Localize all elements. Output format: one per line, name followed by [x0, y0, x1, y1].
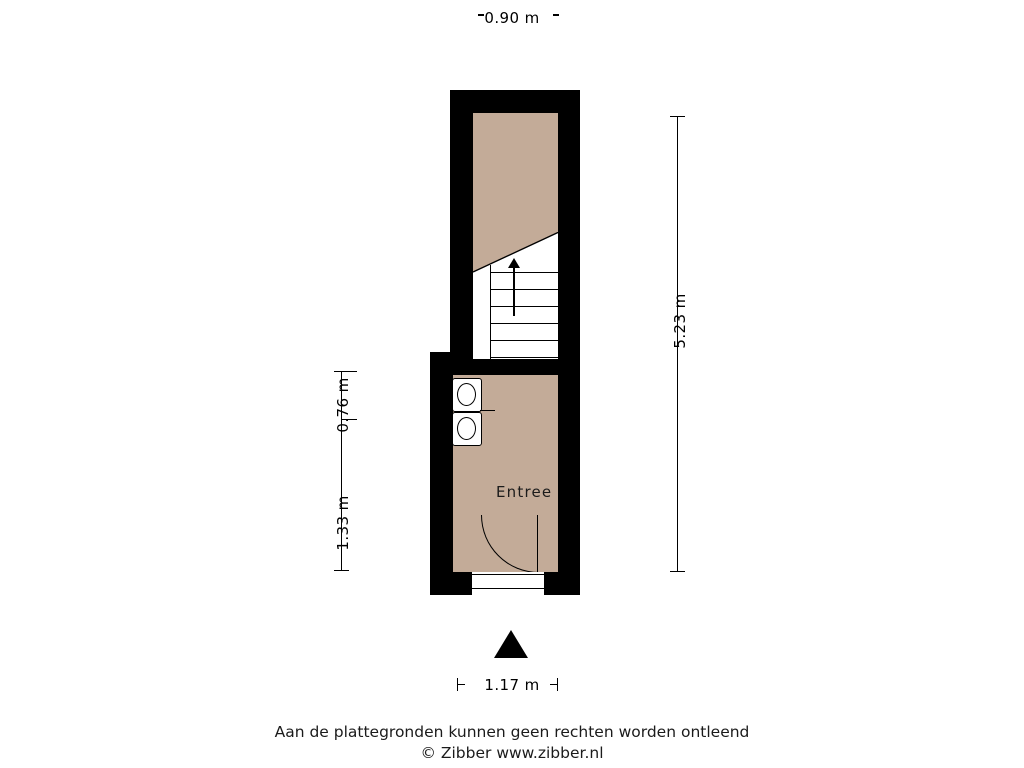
dimension-left-inner-label: 0.76 m	[334, 377, 352, 433]
threshold-line-bottom	[472, 588, 544, 589]
stair-tread	[490, 357, 558, 358]
stair-stringer	[490, 265, 491, 359]
dimension-bottom-tick-left	[457, 678, 458, 691]
dimension-right-tick-top	[670, 116, 685, 117]
door-opening-threshold	[472, 572, 544, 595]
stair-arrow-stem	[513, 268, 515, 316]
up-arrow-icon	[508, 258, 520, 268]
stair-tread	[490, 340, 558, 341]
footer-copyright: © Zibber www.zibber.nl	[420, 744, 604, 762]
footer-disclaimer: Aan de plattegronden kunnen geen rechten worden ontleend	[274, 723, 750, 741]
threshold-line-top	[472, 574, 544, 575]
dimension-top-tick-right	[553, 14, 559, 16]
dimension-bottom-label: 1.17 m	[484, 676, 540, 694]
north-triangle-icon	[494, 630, 528, 658]
stair-tread	[490, 323, 558, 324]
dimension-left-outer-label: 1.33 m	[334, 495, 352, 551]
toilet-bowl-upper	[457, 383, 476, 406]
dimension-top-tick-left	[478, 14, 484, 16]
stair-tread	[490, 306, 558, 307]
dimension-bottom-tick-right	[557, 678, 558, 691]
dimension-right-label: 5.23 m	[671, 293, 689, 349]
stair-tread	[490, 289, 558, 290]
dimension-top-label: 0.90 m	[484, 9, 540, 27]
fixture-divider-line	[480, 410, 495, 411]
room-label-entree: Entree	[496, 483, 553, 501]
dimension-right-tick-bottom	[670, 571, 685, 572]
door-leaf	[537, 515, 538, 572]
toilet-bowl-lower	[457, 417, 476, 440]
